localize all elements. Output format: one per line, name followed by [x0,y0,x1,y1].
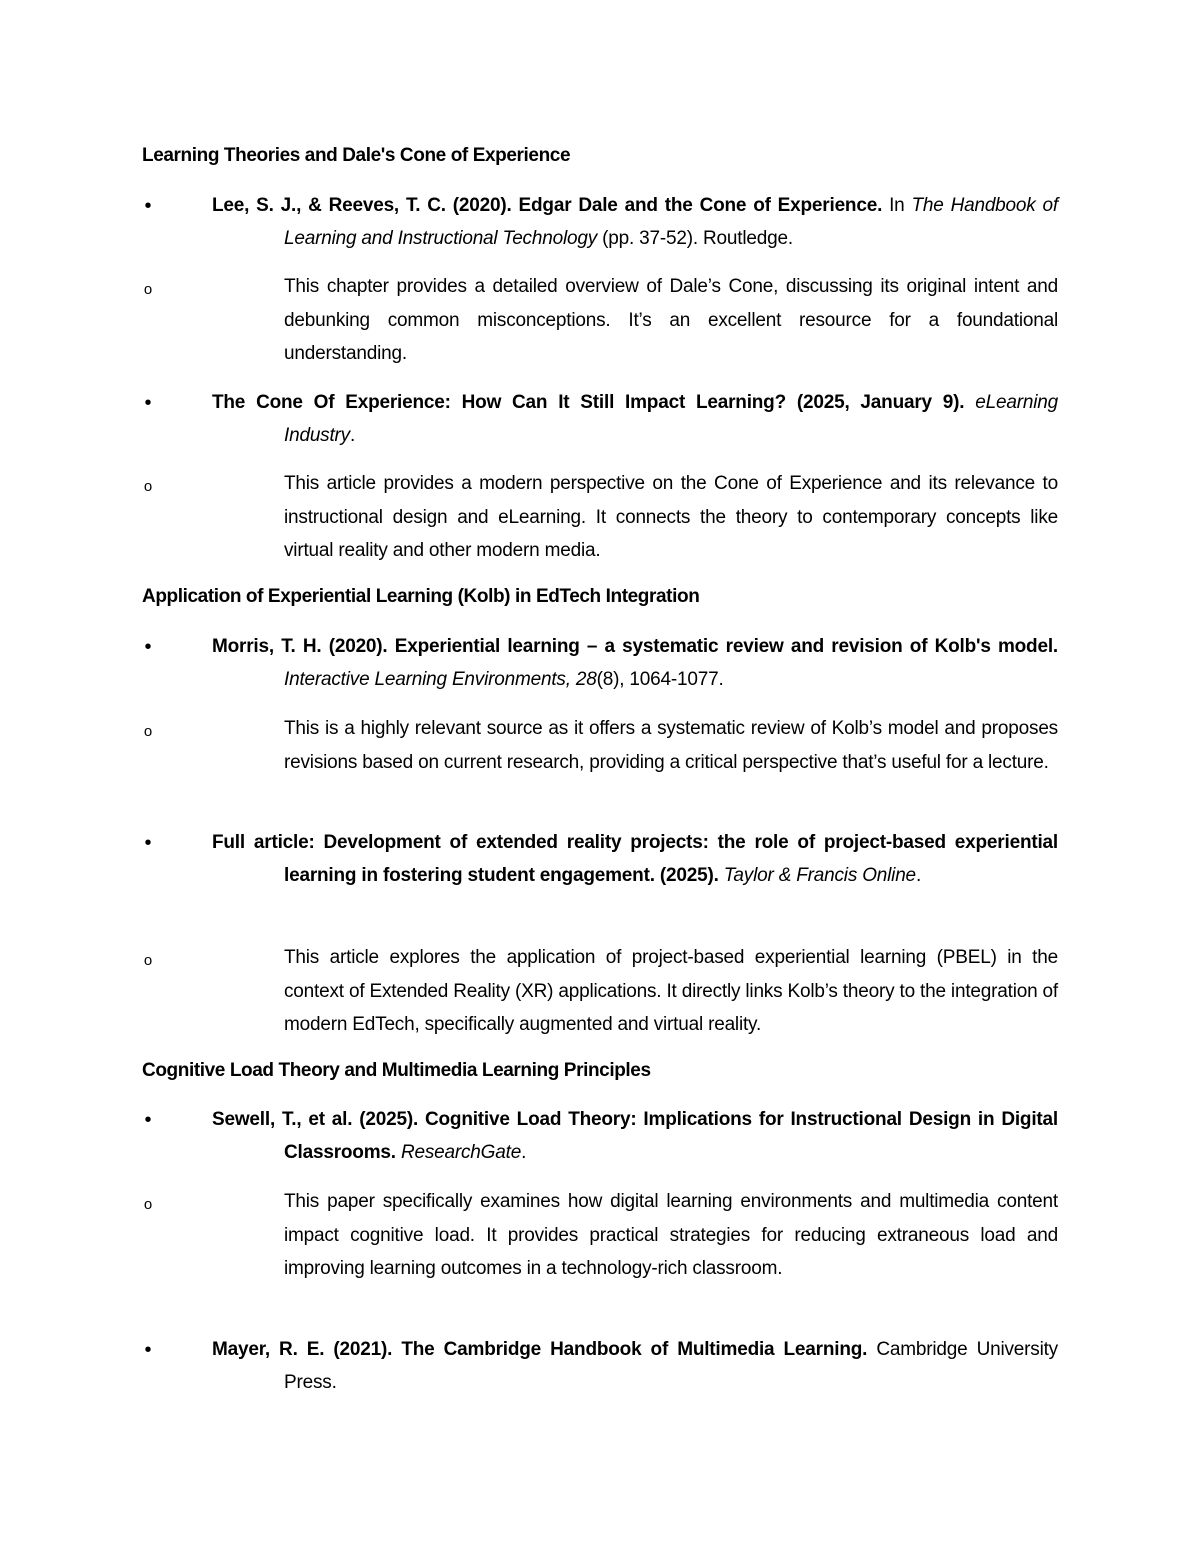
citation-title: The Cone Of Experience: How Can It Still Impact Learning? (2025, January 9). [212,392,965,413]
sub-bullet-marker: o [143,1196,153,1213]
sub-bullet-marker: o [143,723,153,740]
citation-entry [212,189,1058,255]
bullet-marker: • [144,832,152,854]
citation-title: Mayer, R. E. (2021). The Cambridge Handbook of Multimedia Learning. [212,1339,868,1360]
section-heading: Learning Theories and Dale's Cone of Experience [142,145,571,166]
citation-text: (pp. 37-52). Routledge. [597,228,793,249]
annotation-note: This chapter provides a detailed overview of Dale’s Cone, discussing its original intent and debunking common misconceptions. It’s an excellent resource for a foundational understanding. [284,276,1058,364]
citation-text: . [915,865,922,886]
bullet-marker: • [144,195,152,217]
citation-entry [212,826,1058,892]
section-heading: Cognitive Load Theory and Multimedia Learning Principles [142,1060,651,1081]
sub-bullet-marker: o [143,478,153,495]
citation-entry [212,386,1058,452]
sub-bullet-marker: o [143,952,153,969]
annotation-note: This paper specifically examines how digital learning environments and multimedia content impact cognitive load. It provides practical strategies for reducing extraneous load and improving learning outcomes in a technology-rich classroom. [284,1191,1058,1279]
annotation-note: This is a highly relevant source as it offers a systematic review of Kolb’s model and proposes revisions based on current research, providing a critical perspective that’s useful for a lecture. [284,718,1058,773]
citation-text: (8), 1064-1077. [596,669,724,690]
citation-title: Morris, T. H. (2020). Experiential learning – a systematic review and revision of Kolb's model. [212,636,1058,657]
citation-text: In [882,195,912,216]
citation-entry [212,630,1058,696]
citation-entry [212,1333,1058,1399]
citation-source: eLearning Industry [284,392,1058,446]
annotation-note: This article explores the application of project-based experiential learning (PBEL) in the context of Extended Reality (XR) applications. It directly links Kolb’s theory to the integration of modern EdTech, specifically augmented and virtual reality. [284,947,1058,1035]
bullet-marker: • [144,636,152,658]
citation-source: The Handbook of Learning and Instructional Technology [284,195,1058,249]
sub-bullet-marker: o [143,281,153,298]
citation-entry [212,1103,1058,1169]
bullet-marker: • [144,1339,152,1361]
citation-title: Sewell, T., et al. (2025). Cognitive Load Theory: Implications for Instructional Design in Digital Classrooms. [212,1109,1058,1163]
citation-title: Lee, S. J., & Reeves, T. C. (2020). Edgar Dale and the Cone of Experience. [212,195,883,216]
bullet-marker: • [144,1109,152,1131]
citation-text: Cambridge University Press. [284,1339,1058,1393]
citation-title: Full article: Development of extended reality projects: the role of project-based experiential learning in fostering student engagement. (2025). [212,832,1058,886]
section-heading: Application of Experiential Learning (Kolb) in EdTech Integration [142,586,700,607]
bullet-marker: • [144,392,152,414]
annotation-note: This article provides a modern perspective on the Cone of Experience and its relevance to instructional design and eLearning. It connects the theory to contemporary concepts like virtual reality and other modern media. [284,473,1058,561]
citation-source: ResearchGate [400,1142,522,1163]
citation-text [964,392,975,413]
citation-text: . [350,425,356,446]
citation-source: Interactive Learning Environments, 28 [284,669,597,690]
citation-text: . [521,1142,527,1163]
citation-source: Taylor & Francis Online [723,865,916,886]
